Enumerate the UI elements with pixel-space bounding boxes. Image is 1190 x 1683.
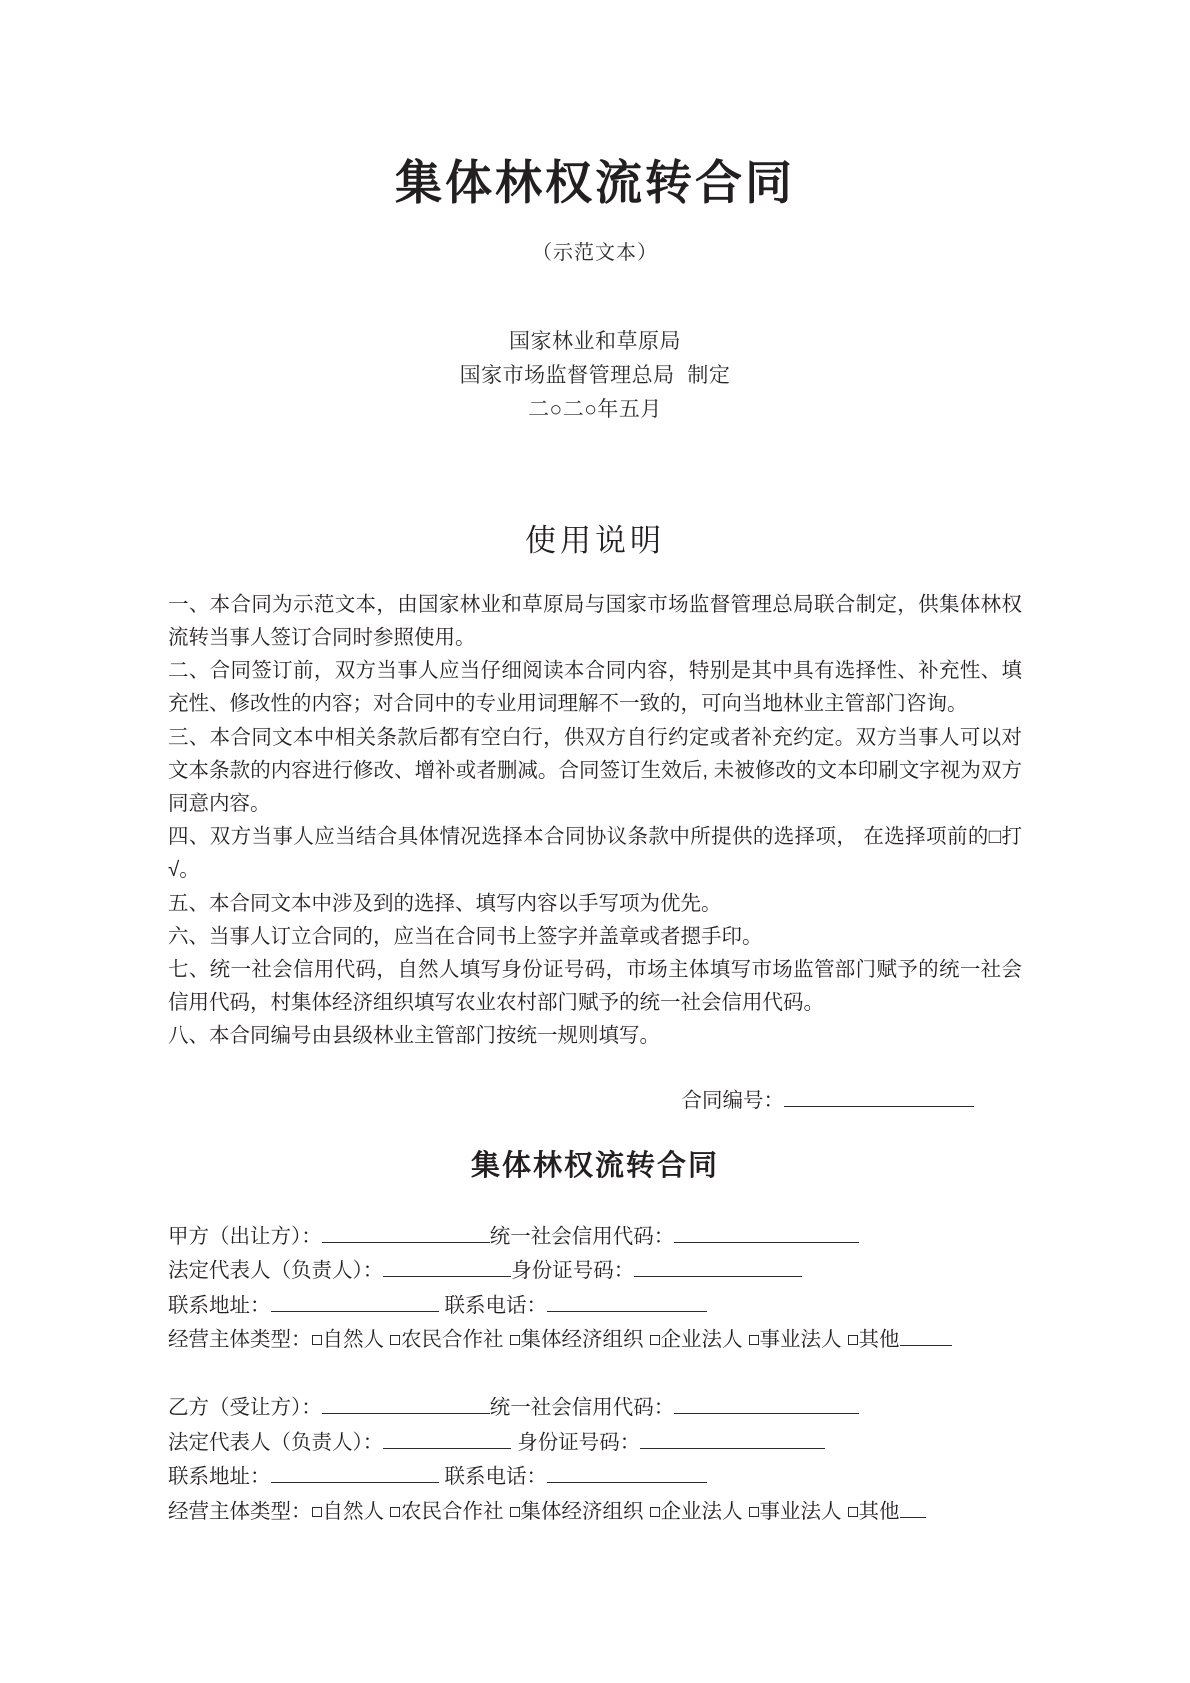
party-b-id-blank[interactable]	[640, 1426, 825, 1449]
party-a-entity-option-2[interactable]: 农民合作社	[401, 1327, 504, 1351]
party-a-rep-label: 法定代表人（负责人）：	[168, 1259, 384, 1283]
checkbox-icon[interactable]	[650, 1335, 660, 1345]
party-a-phone-label: 联系电话：	[444, 1293, 547, 1317]
contract-number-label: 合同编号：	[681, 1088, 784, 1112]
party-a-uscc-blank[interactable]	[674, 1220, 859, 1243]
party-a-rep-line	[168, 1254, 1022, 1288]
party-a-entity-line	[168, 1323, 1022, 1357]
party-b-address-blank[interactable]	[271, 1461, 439, 1484]
party-a-entity-option-1[interactable]: 自然人	[322, 1327, 384, 1351]
cover-title: 集体林权流转合同	[395, 158, 795, 210]
checkbox-icon[interactable]	[510, 1335, 520, 1345]
party-b-address-line	[168, 1460, 1022, 1494]
instruction-item-2: 二、合同签订前，双方当事人应当仔细阅读本合同内容，特别是其中具有选择性、补充性、填充性、修改性的内容；对合同中的专业用词理解不一致的，可向当地林业主管部门咨询。	[168, 659, 1022, 716]
party-b-phone-blank[interactable]	[547, 1461, 707, 1484]
instruction-item-7: 七、统一社会信用代码，自然人填写身份证号码，市场主体填写市场监管部门赋予的统一社会信用代码，村集体经济组织填写农业农村部门赋予的统一社会信用代码。	[168, 958, 1022, 1015]
party-a-rep-blank[interactable]	[383, 1255, 511, 1278]
instruction-item-3: 三、本合同文本中相关条款后都有空白行，供双方自行约定或者补充约定。双方当事人可以对文本条款的内容进行修改、增补或者删减。合同签订生效后, 未被修改的文本印刷文字视为双方同意内容。	[168, 725, 1022, 816]
party-b-uscc-blank[interactable]	[674, 1392, 859, 1415]
party-a-entity-other-blank[interactable]	[900, 1323, 952, 1346]
party-b-block	[168, 1357, 1022, 1529]
party-b-entity-label: 经营主体类型：	[168, 1499, 312, 1523]
instructions-heading: 使用说明	[525, 522, 665, 558]
party-a-entity-option-3[interactable]: 集体经济组织	[520, 1327, 644, 1351]
instructions-body	[168, 560, 1022, 1053]
party-a-id-blank[interactable]	[634, 1255, 802, 1278]
party-b-entity-option-3[interactable]: 集体经济组织	[520, 1499, 644, 1523]
issuer-line-3: 二○二○年五月	[528, 397, 662, 421]
checkbox-icon[interactable]	[749, 1335, 759, 1345]
party-a-name-line	[168, 1220, 1022, 1254]
contract-title: 集体林权流转合同	[470, 1149, 719, 1182]
party-a-uscc-label: 统一社会信用代码：	[489, 1224, 675, 1248]
party-b-entity-other-blank[interactable]	[900, 1495, 926, 1518]
party-b-rep-blank[interactable]	[383, 1426, 511, 1449]
issuer-line-2: 国家市场监督管理总局 制定	[459, 363, 731, 387]
party-a-entity-option-4[interactable]: 企业法人	[660, 1327, 743, 1351]
checkbox-icon[interactable]	[848, 1507, 858, 1517]
checkbox-icon[interactable]	[848, 1335, 858, 1345]
party-a-block	[168, 1184, 1022, 1358]
issuer-line-1: 国家林业和草原局	[509, 329, 681, 353]
party-b-rep-label: 法定代表人（负责人）：	[168, 1430, 384, 1454]
issuer-block	[168, 265, 1022, 427]
checkbox-icon[interactable]	[312, 1335, 322, 1345]
party-a-entity-option-6[interactable]: 其他	[858, 1327, 900, 1351]
party-b-name-label: 乙方（受让方）：	[168, 1396, 322, 1420]
party-b-entity-option-2[interactable]: 农民合作社	[401, 1499, 504, 1523]
party-b-id-label: 身份证号码：	[517, 1430, 641, 1454]
party-a-entity-label: 经营主体类型：	[168, 1327, 312, 1351]
contract-number-blank[interactable]	[784, 1084, 974, 1107]
instruction-item-1: 一、本合同为示范文本，由国家林业和草原局与国家市场监督管理总局联合制定，供集体林权流转当事人签订合同时参照使用。	[168, 592, 1022, 649]
instruction-item-8: 八、本合同编号由县级林业主管部门按统一规则填写。	[168, 1024, 660, 1048]
party-a-phone-blank[interactable]	[547, 1289, 707, 1312]
checkbox-icon[interactable]	[749, 1507, 759, 1517]
party-b-name-blank[interactable]	[322, 1392, 490, 1415]
checkbox-icon[interactable]	[390, 1507, 400, 1517]
party-a-name-label: 甲方（出让方）：	[168, 1224, 322, 1248]
party-a-entity-option-5[interactable]: 事业法人	[759, 1327, 842, 1351]
checkbox-icon[interactable]	[510, 1507, 520, 1517]
party-a-address-line	[168, 1289, 1022, 1323]
party-b-entity-option-5[interactable]: 事业法人	[759, 1499, 842, 1523]
party-b-uscc-label: 统一社会信用代码：	[489, 1396, 675, 1420]
party-a-address-blank[interactable]	[271, 1289, 439, 1312]
instruction-item-5: 五、本合同文本中涉及到的选择、填写内容以手写项为优先。	[168, 891, 722, 915]
party-a-name-blank[interactable]	[322, 1220, 490, 1243]
party-a-address-label: 联系地址：	[168, 1293, 271, 1317]
party-b-name-line	[168, 1391, 1022, 1425]
party-b-entity-line	[168, 1495, 1022, 1529]
party-b-address-label: 联系地址：	[168, 1465, 271, 1489]
contract-number-row	[168, 1053, 1022, 1113]
cover-subtitle: （示范文本）	[532, 241, 658, 264]
party-b-phone-label: 联系电话：	[444, 1465, 547, 1489]
party-b-rep-line	[168, 1426, 1022, 1460]
party-a-id-label: 身份证号码：	[511, 1259, 635, 1283]
instruction-item-4: 四、双方当事人应当结合具体情况选择本合同协议条款中所提供的选择项， 在选择项前的□打√。	[168, 825, 1022, 882]
party-b-entity-option-6[interactable]: 其他	[858, 1499, 900, 1523]
checkbox-icon[interactable]	[312, 1507, 322, 1517]
instruction-item-6: 六、当事人订立合同的，应当在合同书上签字并盖章或者摁手印。	[168, 924, 763, 948]
party-b-entity-option-4[interactable]: 企业法人	[660, 1499, 743, 1523]
party-b-entity-option-1[interactable]: 自然人	[322, 1499, 384, 1523]
checkbox-icon[interactable]	[390, 1335, 400, 1345]
checkbox-icon[interactable]	[650, 1507, 660, 1517]
